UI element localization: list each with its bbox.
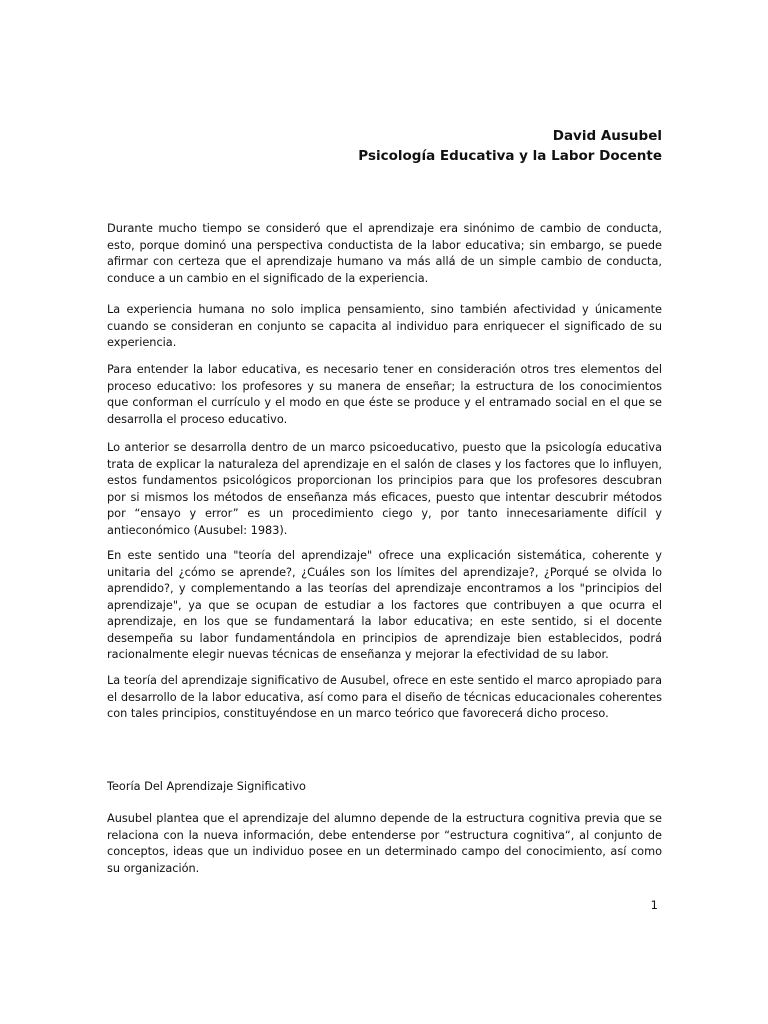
paragraph-5: En este sentido una "teoría del aprendizaje" ofrece una explicación sistemática, coherente y unitaria del ¿cómo se aprende?, ¿Cuáles son los límites del aprendizaje?, ¿Porqué se olvida lo aprendido?, y complementando a las teorías del aprendizaje encontramos a los "principios del aprendizaje", ya que se ocupan de estudiar a los factores que contribuyen a que ocurra el aprendizaje, en los que se fundamentará la labor educativa; en este sentido, si el docente desempeña su labor fundamentándola en principios de aprendizaje bien establecidos, podrá racionalmente elegir nuevas técnicas de enseñanza y mejorar la efectividad de su labor.: [107, 549, 662, 661]
paragraph-6: La teoría del aprendizaje significativo de Ausubel, ofrece en este sentido el marco apropiado para el desarrollo de la labor educativa, así como para el diseño de técnicas educacionales coherentes con tales principios, constituyéndose en un marco teórico que favorecerá dicho proceso.: [107, 674, 662, 720]
paragraph-4: Lo anterior se desarrolla dentro de un marco psicoeducativo, puesto que la psicología educativa trata de explicar la naturaleza del aprendizaje en el salón de clases y los factores que lo influyen, estos fundamentos psicológicos proporcionan los principios para que los profesores descubran por si mismos los métodos de enseñanza más eficaces, puesto que intentar descubrir métodos por “ensayo y error” es un procedimiento ciego y, por tanto innecesariamente difícil y antieconómico (Ausubel: 1983).: [107, 441, 662, 537]
document-title: Psicología Educativa y la Labor Docente: [358, 148, 662, 164]
page-number: 1: [650, 898, 658, 912]
author-name: David Ausubel: [552, 128, 662, 144]
section-paragraph: Ausubel plantea que el aprendizaje del alumno depende de la estructura cognitiva previa que se relaciona con la nueva información, debe entenderse por “estructura cognitiva“, al conjunto de conceptos, ideas que un individuo posee en un determinado campo del conocimiento, así como su organización.: [107, 812, 662, 875]
paragraph-2: La experiencia humana no solo implica pensamiento, sino también afectividad y únicamente cuando se consideran en conjunto se capacita al individuo para enriquecer el significado de su experiencia.: [107, 303, 662, 349]
paragraph-1: Durante mucho tiempo se consideró que el aprendizaje era sinónimo de cambio de conducta, esto, porque dominó una perspectiva conductista de la labor educativa; sin embargo, se puede afirmar con certeza que el aprendizaje humano va más allá de un simple cambio de conducta, conduce a un cambio en el significado de la experiencia.: [107, 222, 662, 285]
document-header: [358, 126, 662, 166]
paragraph-3: Para entender la labor educativa, es necesario tener en consideración otros tres elementos del proceso educativo: los profesores y su manera de enseñar; la estructura de los conocimientos que conforman el currículo y el modo en que éste se produce y el entramado social en el que se desarrolla el proceso educativo.: [107, 363, 662, 426]
section-heading: Teoría Del Aprendizaje Significativo: [107, 780, 306, 793]
